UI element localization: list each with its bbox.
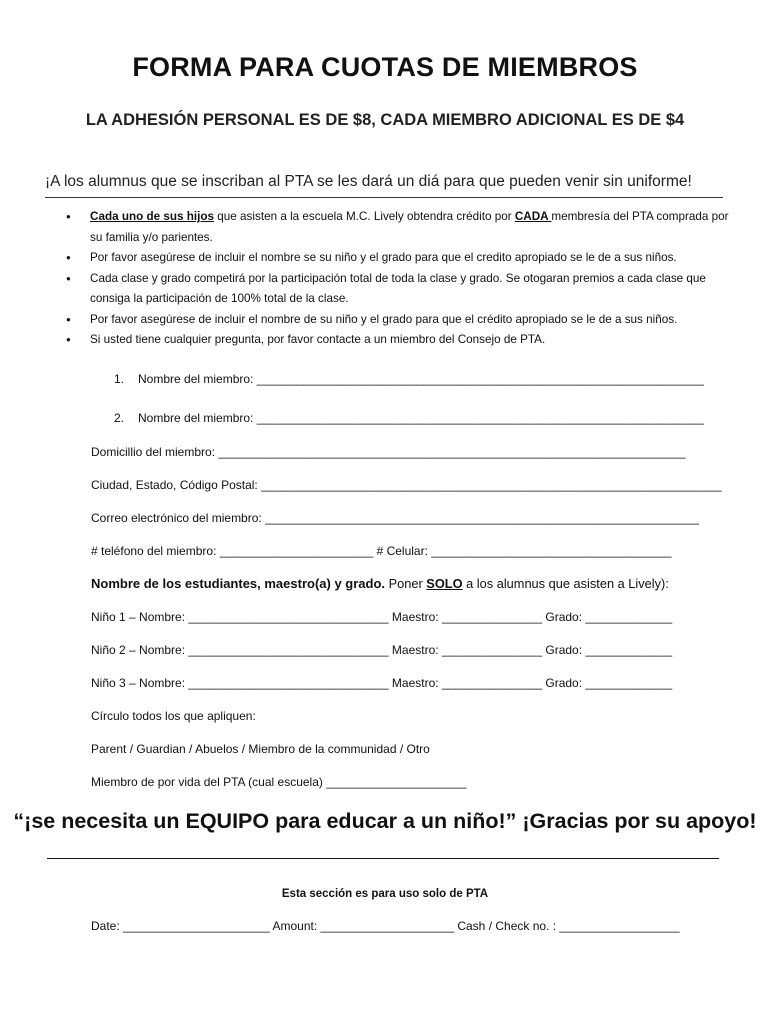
role-options[interactable]: Parent / Guardian / Abuelos / Miembro de la communidad / Otro: [91, 742, 430, 756]
member-number: 1.: [114, 372, 125, 386]
list-item: ● Si usted tiene cualquier pregunta, por favor contacte a un miembro del Consejo de PTA.: [66, 330, 736, 351]
child-2-row[interactable]: Niño 2 – Nombre: ______________________________ Maestro: _______________ Grado: _____________: [91, 643, 673, 657]
students-heading-text: a los alumnus que asisten a Lively):: [462, 576, 669, 591]
bullet-text: que asisten a la escuela M.C. Lively obtendra crédito por: [214, 210, 515, 223]
member-label: Nombre del miembro: ___________________________________________________________________: [138, 372, 704, 386]
list-item: ● Por favor asegúrese de incluir el nombre se su niño y el grado para que el credito apropiado se le de a sus niños.: [66, 248, 736, 269]
member-1-field[interactable]: [114, 372, 704, 386]
pta-only-heading: Esta sección es para uso solo de PTA: [281, 888, 489, 900]
solo-emphasis: SOLO: [426, 576, 463, 591]
promo-text: ¡A los alumnus que se inscriban al PTA se les dará un diá para que pueden venir sin uniforme!: [45, 173, 692, 190]
list-item: ● Por favor asegúrese de incluir el nombre de su niño y el grado para que el crédito apropiado se le de a sus niños.: [66, 310, 736, 331]
promo-underline: [45, 197, 723, 198]
child-3-row[interactable]: Niño 3 – Nombre: ______________________________ Maestro: _______________ Grado: _____________: [91, 676, 673, 690]
bullet-text: membresía del PTA comprada por su familia y/o parientes.: [90, 210, 729, 244]
list-item: [66, 207, 736, 248]
address-field[interactable]: Domicillio del miembro: ______________________________________________________________________: [91, 445, 686, 459]
member-number: 2.: [114, 411, 125, 425]
pta-payment-line[interactable]: Date: ______________________ Amount: ____________________ Cash / Check no. : __________________: [91, 919, 680, 933]
phone-field[interactable]: # teléfono del miembro: _______________________ # Celular: ____________________________________: [91, 544, 672, 558]
bullet-bold-text: Cada uno de sus hijos: [90, 210, 215, 223]
lifetime-member-field[interactable]: Miembro de por vida del PTA (cual escuela) _____________________: [91, 775, 467, 789]
email-field[interactable]: Correo electrónico del miembro: _________________________________________________________________: [91, 511, 699, 525]
section-divider: [47, 858, 719, 859]
form-title: FORMA PARA CUOTAS DE MIEMBROS: [132, 52, 638, 82]
child-1-row[interactable]: Niño 1 – Nombre: ______________________________ Maestro: _______________ Grado: _____________: [91, 610, 673, 624]
member-2-field[interactable]: [114, 411, 704, 425]
member-label: Nombre del miembro: ___________________________________________________________________: [138, 411, 704, 425]
slogan: “¡se necesita un EQUIPO para educar a un niño!” ¡Gracias por su apoyo!: [13, 809, 757, 833]
info-list: [66, 207, 736, 351]
students-heading-text: Poner: [385, 576, 427, 591]
circle-label: Círculo todos los que apliquen:: [91, 709, 256, 723]
bullet-bold-text: CADA: [514, 210, 552, 223]
students-heading: [91, 576, 669, 591]
city-state-zip-field[interactable]: Ciudad, Estado, Código Postal: _____________________________________________________________________: [91, 478, 722, 492]
students-heading-bold: Nombre de los estudiantes, maestro(a) y grado.: [91, 576, 386, 591]
list-item: ● Cada clase y grado competirá por la participación total de toda la clase y grado. Se otogaran premios a cada clase que consiga la participación de 100% total de la clase.: [66, 269, 736, 310]
fee-subtitle: LA ADHESIÓN PERSONAL ES DE $8, CADA MIEMBRO ADICIONAL ES DE $4: [85, 111, 685, 129]
